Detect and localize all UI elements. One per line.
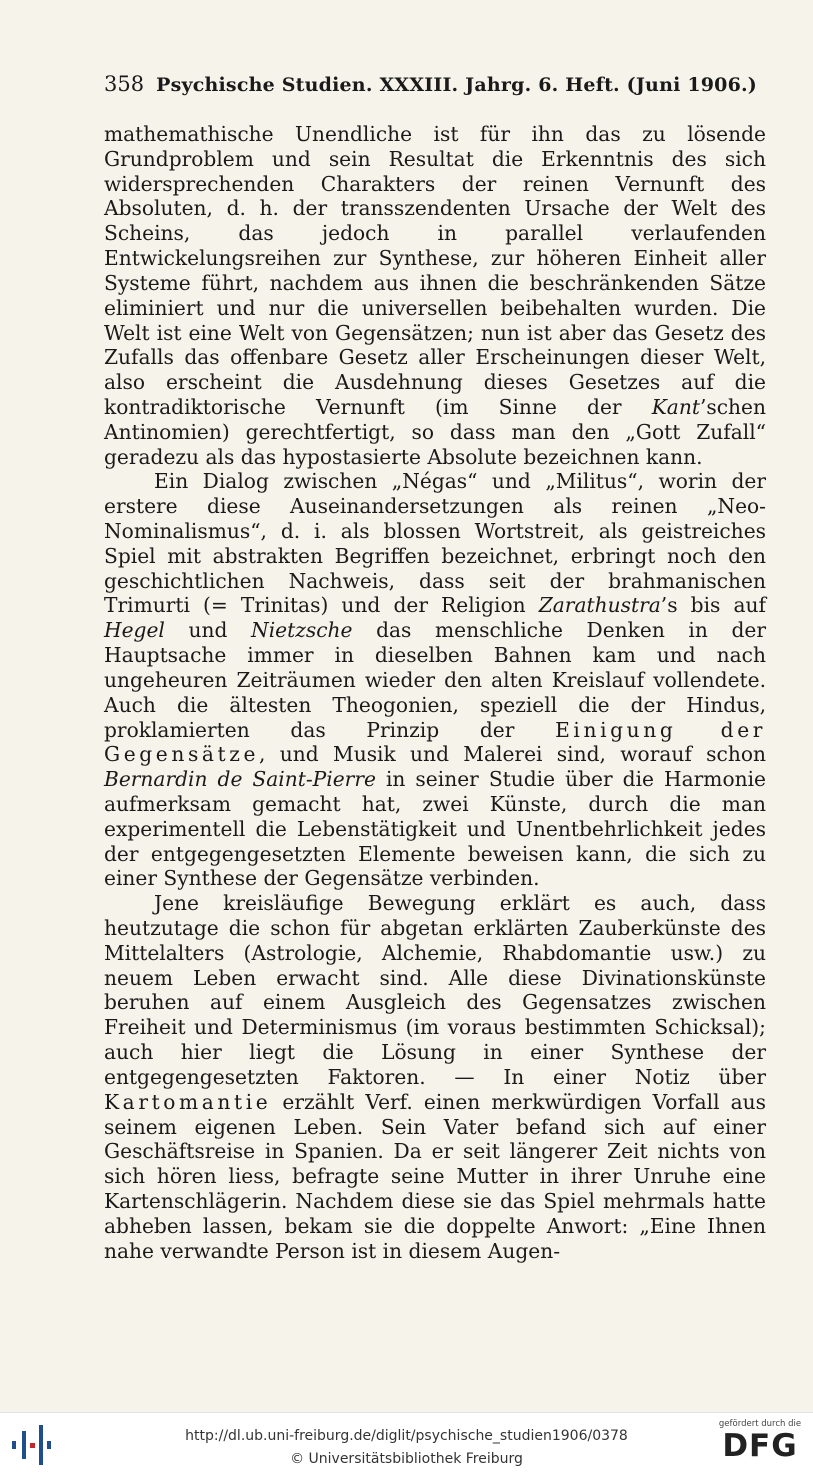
emphasis-zarathustra: Zarathustra [538, 593, 661, 618]
paragraph-1: mathemathische Unendliche ist für ihn das zu lösende Grundproblem und sein Resultat die Erkenntnis des sich widersprechenden Charakters der reinen Vernunft des Absoluten, d. h. der transszendenten Ursache der Welt des Scheins, das jedoch in parallel verlaufenden Entwickelungsreihen zur Synthese, zur höheren Einheit aller Systeme führt, nachdem aus ihnen die beschränkenden Sätze eliminiert und nur die universellen beibehalten wurden. Die Welt ist eine Welt von Gegensätzen; nun ist aber das Gesetz des Zufalls das offenbare Gesetz aller Erscheinungen dieser Welt, also erscheint die Ausdehnung dieses Gesetzes auf die kontradiktorische Vernunft (im Sinne der Kant’schen Antinomien) gerechtfertigt, so dass man den „Gott Zufall“ geradezu als das hypostasierte Absolute bezeichnen kann. [104, 122, 766, 469]
copyright-notice: © Universitätsbibliothek Freiburg [290, 1451, 523, 1467]
viewer-footer [0, 1412, 813, 1474]
emphasis-kant: Kant [651, 394, 700, 419]
paragraph-2: Ein Dialog zwischen „Négas“ und „Militus“, worin der erstere diese Auseinandersetzungen als reinen „Neo-Nominalismus“, d. i. als blossen Wortstreit, als geistreiches Spiel mit abstrakten Begriffen bezeichnet, erbringt noch den geschichtlichen Nachweis, dass seit der brahmanischen Trimurti (= Trinitas) und der Religion Zarathustra’s bis auf Hegel und Nietzsche das menschliche Denken in der Hauptsache immer in dieselben Bahnen kam und nach ungeheuren Zeiträumen wieder den alten Kreislauf vollendete. Auch die ältesten Theogonien, speziell die der Hindus, proklamierten das Prinzip der Einigung der Gegensätze, und Musik und Malerei sind, worauf schon Bernardin de Saint-Pierre in seiner Studie über die Harmonie aufmerksam gemacht hat, zwei Künste, durch die man experimentell die Lebenstätigkeit und Unentbehrlichkeit jedes der entgegengesetzten Elemente beweisen kann, die sich zu einer Synthese der Gegensätze verbinden. [104, 469, 767, 891]
page-number: 358 [104, 72, 145, 96]
paragraph-3: Jene kreisläufige Bewegung erklärt es auch, dass heutzutage die schon für abgetan erklärten Zauberkünste des Mittelalters (Astrologie, Alchemie, Rhabdomantie usw.) zu neuem Leben erwacht sind. Alle diese Divinationskünste beruhen auf einem Ausgleich des Gegensatzes zwischen Freiheit und Determinismus (im voraus bestimmten Schicksal); auch hier liegt die Lösung in einer Synthese der entgegengesetzten Faktoren. — In einer Notiz über Kartomantie erzählt Verf. einen merkwürdigen Vorfall aus seinem eigenen Leben. Sein Vater befand sich auf einer Geschäftsreise in Spanien. Da er seit längerer Zeit nichts von sich hören liess, befragte seine Mutter in ihrer Unruhe eine Kartenschlägerin. Nachdem diese sie das Spiel mehrmals hatte abheben lassen, bekam sie die doppelte Anwort: „Eine Ihnen nahe verwandte Person ist in diesem Augen- [104, 891, 766, 1263]
spaced-kartomantie: Kartomantie [104, 1089, 272, 1114]
dfg-logo-text: DFG [722, 1428, 798, 1464]
journal-title: Psychische Studien. XXXIII. Jahrg. 6. Heft. (Juni 1906.) [156, 74, 757, 96]
permalink-url[interactable]: http://dl.ub.uni-freiburg.de/diglit/psychische_studien1906/0378 [185, 1428, 628, 1444]
body-text [104, 122, 766, 1263]
spaced-einigung: Einigung der Gegensätze [104, 717, 767, 767]
dfg-caption: gefördert durch die [718, 1419, 802, 1429]
emphasis-bernardin: Bernardin de Saint-Pierre [104, 767, 376, 792]
running-header [104, 72, 766, 96]
dfg-logo [714, 1419, 806, 1471]
emphasis-hegel: Hegel [104, 618, 165, 643]
emphasis-nietzsche: Nietzsche [251, 618, 353, 643]
